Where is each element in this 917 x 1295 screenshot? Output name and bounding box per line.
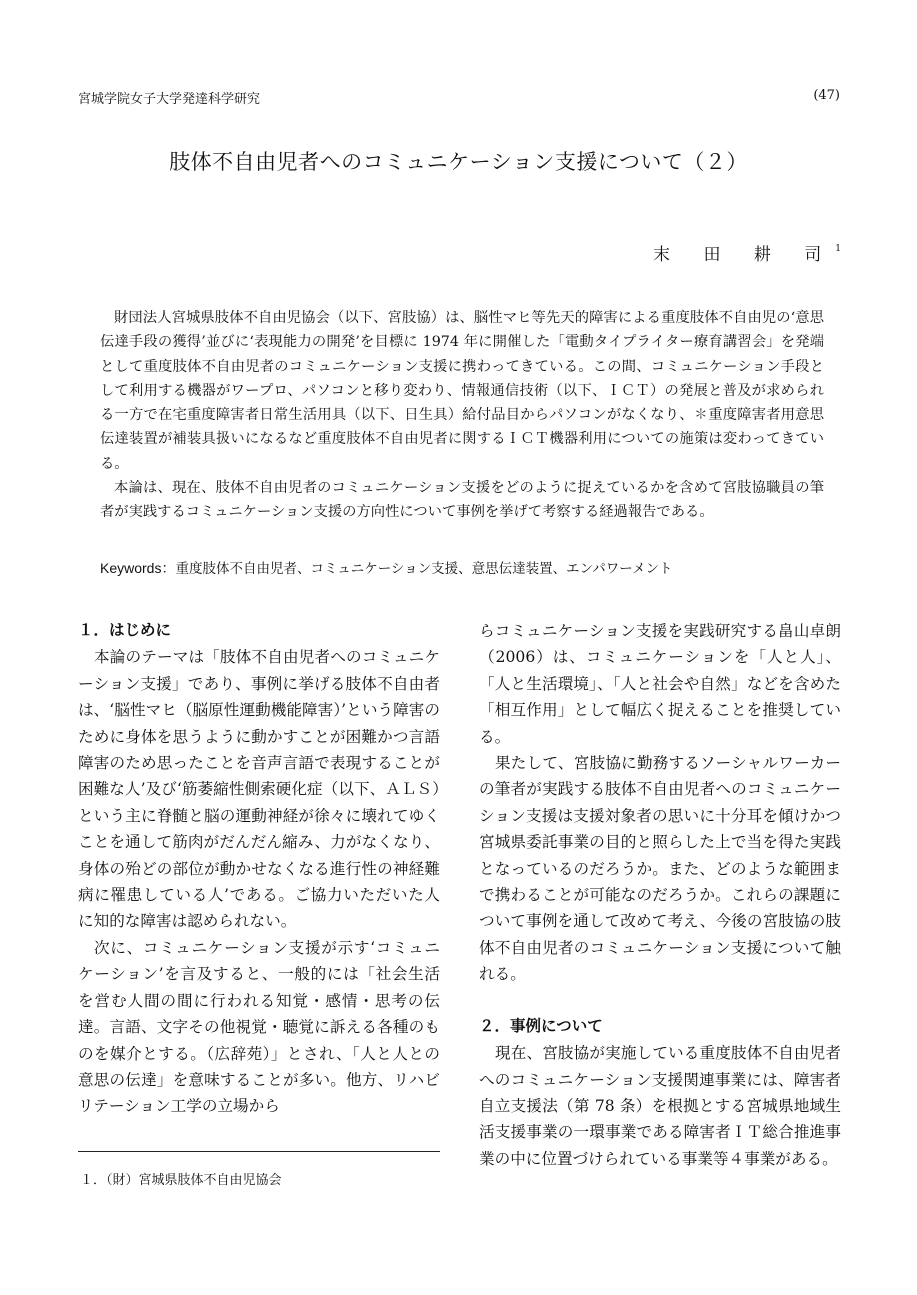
journal-name: 宮城学院女子大学発達科学研究 xyxy=(78,92,261,107)
footnote: １．（財）宮城県肢体不自由児協会 xyxy=(80,1173,282,1188)
keywords xyxy=(100,557,673,578)
section-spacer xyxy=(479,988,841,1014)
section-1-paragraph-2-continued: らコミュニケーション支援を実践研究する畠山卓朗（2006）は、コミュニケーションを「人と人」、「人と生活環境」、「人と社会や自然」などを含めた「相互作用」として幅広く捉えることを推奨している。 xyxy=(479,622,841,746)
left-column xyxy=(78,618,440,1120)
abstract-paragraph-2: 本論は、現在、肢体不自由児者のコミュニケーション支援をどのように捉えているかを含めて宮肢協職員の筆者が実践するコミュニケーション支援の方向性について事例を挙げて考察する経過報告である。 xyxy=(100,480,824,521)
abstract xyxy=(100,306,824,525)
footnote-divider xyxy=(78,1151,440,1152)
keywords-text: 重度肢体不自由児者、コミュニケーション支援、意思伝達装置、エンパワーメント xyxy=(175,561,673,577)
section-2-heading: ２．事例について xyxy=(479,1017,603,1035)
section-1-paragraph-1: 本論のテーマは「肢体不自由児者へのコミュニケーション支援」であり、事例に挙げる肢体不自由者は、‘脳性マヒ（脳原性運動機能障害）’という障害のために身体を思うように動かすことが困難かつ言語障害のため思ったことを音声言語で表現することが困難な人’及び‘筋萎縮性側索硬化症（以下、ＡＬＳ）という主に脊髄と脳の運動神経が徐々に壊れてゆくことを通して筋肉がだんだん縮み、力がなくなり、身体の殆どの部位が動かせなくなる進行性の神経難病に罹患している人’である。ご協力いただいた人に知的な障害は認められない。 xyxy=(78,648,440,931)
author xyxy=(653,240,841,265)
page-number: (47) xyxy=(813,88,840,103)
section-1-paragraph-3: 果たして、宮肢協に勤務するソーシャルワーカーの筆者が実践する肢体不自由児者へのコミュニケーション支援は支援対象者の思いに十分耳を傾けかつ宮城県委託事業の目的と照らした上で当を得た実践となっているのだろうか。また、どのような範囲まで携わることが可能なのだろうか。これらの課題について事例を通して改めて考え、今後の宮肢協の肢体不自由児者のコミュニケーション支援について触れる。 xyxy=(479,754,841,984)
section-2-paragraph-1: 現在、宮肢協が実施している重度肢体不自由児者へのコミュニケーション支援関連事業には、障害者自立支援法（第 78 条）を根拠とする宮城県地域生活支援事業の一環事業である障害者ＩＴ総合推進事業の中に位置づけられている事業等４事業がある。 xyxy=(479,1044,841,1168)
author-footnote-mark: 1 xyxy=(835,244,841,255)
section-1-heading: １．はじめに xyxy=(78,622,172,639)
paper-title: 肢体不自由児者へのコミュニケーション支援について（２） xyxy=(169,150,748,174)
section-1-paragraph-2: 次に、コミュニケーション支援が示す‘コミュニケーション’を言及すると、一般的には「社会生活を営む人間の間に行われる知覚・感情・思考の伝達。言語、文字その他視覚・聴覚に訴える各種のものを媒介とする。（広辞苑）」とされ、「人と人との意思の伝達」を意味することが多い。他方、リハビリテーション工学の立場から xyxy=(78,938,440,1116)
right-column xyxy=(479,618,841,1172)
abstract-paragraph-1: 財団法人宮城県肢体不自由児協会（以下、宮肢協）は、脳性マヒ等先天的障害による重度肢体不自由児の‘意思伝達手段の獲得’並びに‘表現能力の開発’を目標に 1974 年に開催した「電動タイプライター療育講習会」を発端として重度肢体不自由児者のコミュニケーション支援に携わってきている。この間、コミュニケーション手段として利用する機器がワープロ、パソコンと移り変わり、情報通信技術（以下、ＩＣＴ）の発展と普及が求められる一方で在宅重度障害者日常生活用具（以下、日生具）給付品目からパソコンがなくなり、✽重度障害者用意思伝達装置が補装具扱いになるなど重度肢体不自由児者に関するＩＣＴ機器利用についての施策は変わってきている。 xyxy=(100,310,824,472)
author-name: 末 田 耕 司 xyxy=(653,245,836,265)
keywords-label: Keywords： xyxy=(100,560,176,576)
